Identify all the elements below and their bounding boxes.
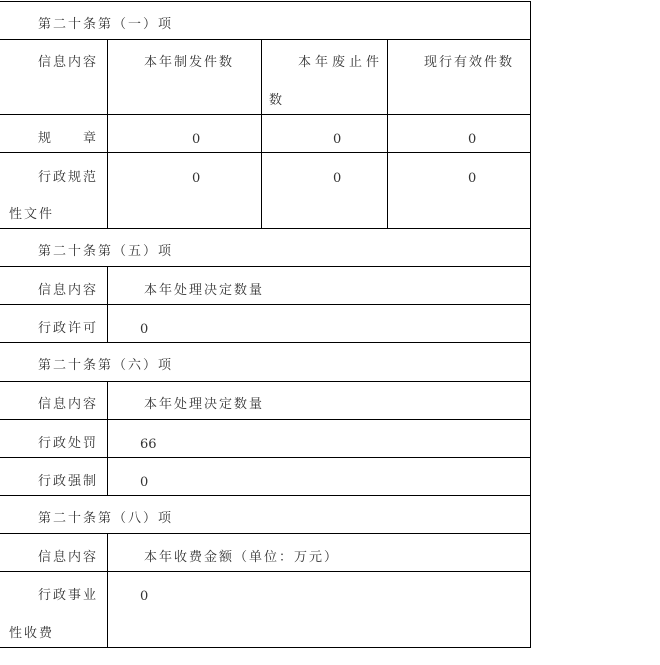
table-rule <box>0 304 531 305</box>
table-rule <box>107 266 108 342</box>
cell-value: 0 <box>192 171 201 186</box>
section-title: 第二十条第（五）项 <box>38 244 174 259</box>
cell-value: 0 <box>468 132 477 147</box>
table-rule <box>0 381 531 382</box>
table-rule <box>0 228 531 229</box>
table-rule <box>0 266 531 267</box>
header-repealed-count-wrap: 数 <box>269 93 285 108</box>
table-rule <box>530 1 531 648</box>
section-title: 第二十条第（六）项 <box>38 358 174 373</box>
table-rule <box>0 1 531 2</box>
section-title: 第二十条第（八）项 <box>38 511 174 526</box>
cell-value: 0 <box>468 171 477 186</box>
table-rule <box>0 114 531 115</box>
row-label-normative-docs: 行政规范 <box>38 170 99 185</box>
cell-value: 0 <box>140 589 149 604</box>
row-label-admin-fees-wrap: 性收费 <box>9 626 55 641</box>
header-info-content: 信息内容 <box>38 283 99 298</box>
row-label-normative-docs-wrap: 性文件 <box>9 207 55 222</box>
header-valid-count: 现行有效件数 <box>424 55 515 70</box>
cell-value: 0 <box>333 132 342 147</box>
cell-value: 0 <box>192 132 201 147</box>
table-rule <box>0 152 531 153</box>
table-rule <box>107 39 108 228</box>
cell-value: 0 <box>140 475 149 490</box>
cell-value: 66 <box>140 437 157 452</box>
table-rule <box>0 495 531 496</box>
header-repealed-count: 本年废止件 <box>298 55 384 70</box>
header-decision-count: 本年处理决定数量 <box>144 283 265 298</box>
row-label-enforcement: 行政强制 <box>38 474 99 489</box>
table-rule <box>0 342 531 343</box>
section-title: 第二十条第（一）项 <box>38 17 174 32</box>
table-rule <box>0 457 531 458</box>
table-rule <box>261 39 262 228</box>
cell-value: 0 <box>333 171 342 186</box>
table-rule <box>0 39 531 40</box>
row-label-penalty: 行政处罚 <box>38 436 99 451</box>
table-rule <box>0 647 531 648</box>
header-decision-count: 本年处理决定数量 <box>144 397 265 412</box>
table-rule <box>0 571 531 572</box>
table-rule <box>0 533 531 534</box>
row-label-licensing: 行政许可 <box>38 321 99 336</box>
table-rule <box>0 419 531 420</box>
table-rule <box>387 39 388 228</box>
header-info-content: 信息内容 <box>38 55 99 70</box>
header-info-content: 信息内容 <box>38 397 99 412</box>
cell-value: 0 <box>140 322 149 337</box>
header-fee-amount: 本年收费金额（单位：万元） <box>144 550 340 565</box>
table-rule <box>107 381 108 495</box>
table-rule <box>107 533 108 647</box>
row-label-admin-fees: 行政事业 <box>38 588 99 603</box>
header-issued-count: 本年制发件数 <box>144 55 235 70</box>
row-label-regulations: 规 章 <box>38 131 99 146</box>
header-info-content: 信息内容 <box>38 550 99 565</box>
